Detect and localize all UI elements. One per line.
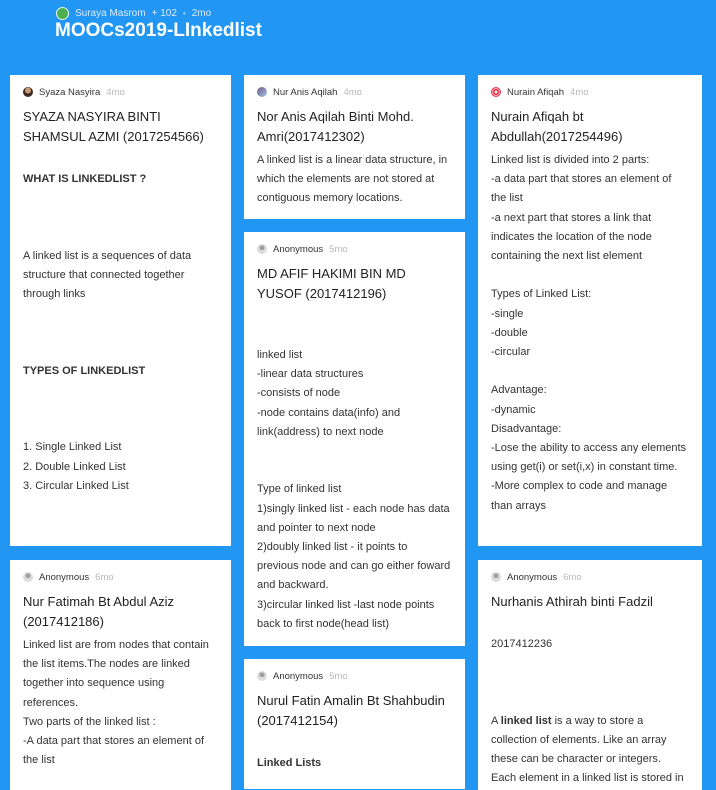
post-title: Nor Anis Aqilah Binti Mohd. Amri(2017412302): [257, 109, 414, 144]
flower-avatar-icon: [491, 87, 501, 97]
anonymous-avatar-icon: [491, 572, 501, 582]
post-body: [491, 616, 689, 790]
post-paragraph: [491, 712, 689, 790]
post-time: 6mo: [563, 571, 582, 583]
text-run: A: [491, 714, 501, 727]
author-name: Anonymous: [273, 670, 324, 682]
post-time: 4mo: [343, 86, 362, 98]
post-card[interactable]: [10, 560, 231, 790]
post-body: [257, 735, 452, 789]
post-author: [491, 570, 689, 584]
post-title: Nur Fatimah Bt Abdul Aziz (2017412186): [23, 594, 175, 629]
post-card[interactable]: [478, 560, 702, 790]
board-header: [0, 0, 716, 60]
post-card[interactable]: [478, 75, 702, 546]
post-title: Nurul Fatin Amalin Bt Shahbudin (2017412154): [257, 693, 445, 728]
post-card[interactable]: [244, 659, 465, 789]
meta-separator: •: [182, 9, 186, 18]
owner-avatar-icon[interactable]: [56, 7, 69, 20]
post-body: Linked list are from nodes that contain the list items.The nodes are linked together into sequence using references. Two parts of the linked list : -A data part that stores an element of the list: [23, 639, 209, 767]
anonymous-avatar-icon: [257, 244, 267, 254]
bold-text: linked list: [500, 714, 552, 727]
post-heading: Linked Lists: [257, 757, 322, 770]
post-heading: WHAT IS LINKEDLIST ?: [23, 173, 147, 186]
author-name: Syaza Nasyira: [39, 86, 101, 98]
photo-avatar-icon: [257, 87, 267, 97]
author-name: Nurain Afiqah: [507, 86, 565, 98]
post-body: [23, 151, 218, 546]
post-time: 5mo: [329, 670, 348, 682]
post-time: 4mo: [570, 86, 589, 98]
post-time: 4mo: [106, 86, 125, 98]
post-body: linked list -linear data structures -consists of node -node contains data(info) and link(address) to next node Type of linked list 1)singly linked list - each node has data and pointer to next node 2)doubly linked list - it points to previous node and can go either foward and backward. 3)circular linked list -last node points back to first node(head list): [257, 349, 451, 630]
text-run: is a way to store a collection of elements. Like an array these can be character or integers. Each element in a linked list is stored in: [491, 714, 684, 785]
post-paragraph: 1. Single Linked List 2. Double Linked List 3. Circular Linked List: [23, 441, 129, 492]
post-author: [257, 85, 452, 99]
post-time: 6mo: [95, 571, 114, 583]
post-author: [23, 570, 218, 584]
post-title: Nurhanis Athirah binti Fadzil: [491, 594, 653, 609]
post-body: Linked list is divided into 2 parts: -a data part that stores an element of the list -a next part that stores a link that indicates the location of the node containing the next list element Types of Linked List: -single -double -circular Advantage: -dynamic Disadvantage: -Lose the ability to access any elements using get(i) or set(i,x) in constant time. -More complex to code and manage than arrays: [491, 154, 687, 512]
post-heading: TYPES OF LINKEDLIST: [23, 364, 146, 377]
post-card[interactable]: [10, 75, 231, 546]
post-title: MD AFIF HAKIMI BIN MD YUSOF (2017412196): [257, 266, 406, 301]
photo-avatar-icon: [23, 87, 33, 97]
post-id-line: 2017412236: [491, 638, 553, 651]
author-name: Anonymous: [273, 243, 324, 255]
post-author: [491, 85, 689, 99]
author-name: Nur Anis Aqilah: [273, 86, 338, 98]
post-author: [257, 242, 452, 256]
post-card[interactable]: [244, 75, 465, 219]
owner-name[interactable]: Suraya Masrom: [75, 8, 146, 19]
post-body: A linked list is a linear data structure, in which the elements are not stored at contiguous memory locations.: [257, 154, 448, 205]
anonymous-avatar-icon: [257, 671, 267, 681]
author-name: Anonymous: [507, 571, 558, 583]
post-author: [23, 85, 218, 99]
anonymous-avatar-icon: [23, 572, 33, 582]
board-age: 2mo: [191, 8, 212, 19]
post-title: Nurain Afiqah bt Abdullah(2017254496): [491, 109, 623, 144]
post-card[interactable]: [244, 232, 465, 646]
post-title: SYAZA NASYIRA BINTI SHAMSUL AZMI (2017254566): [23, 109, 204, 144]
post-author: [257, 669, 452, 683]
board-meta: [56, 7, 211, 20]
post-paragraph: A linked list is a sequences of data structure that connected together through links: [23, 249, 192, 301]
likes-count: + 102: [151, 8, 177, 19]
board-title: MOOCs2019-LInkedlist: [55, 20, 262, 41]
post-time: 5mo: [329, 243, 348, 255]
author-name: Anonymous: [39, 571, 90, 583]
